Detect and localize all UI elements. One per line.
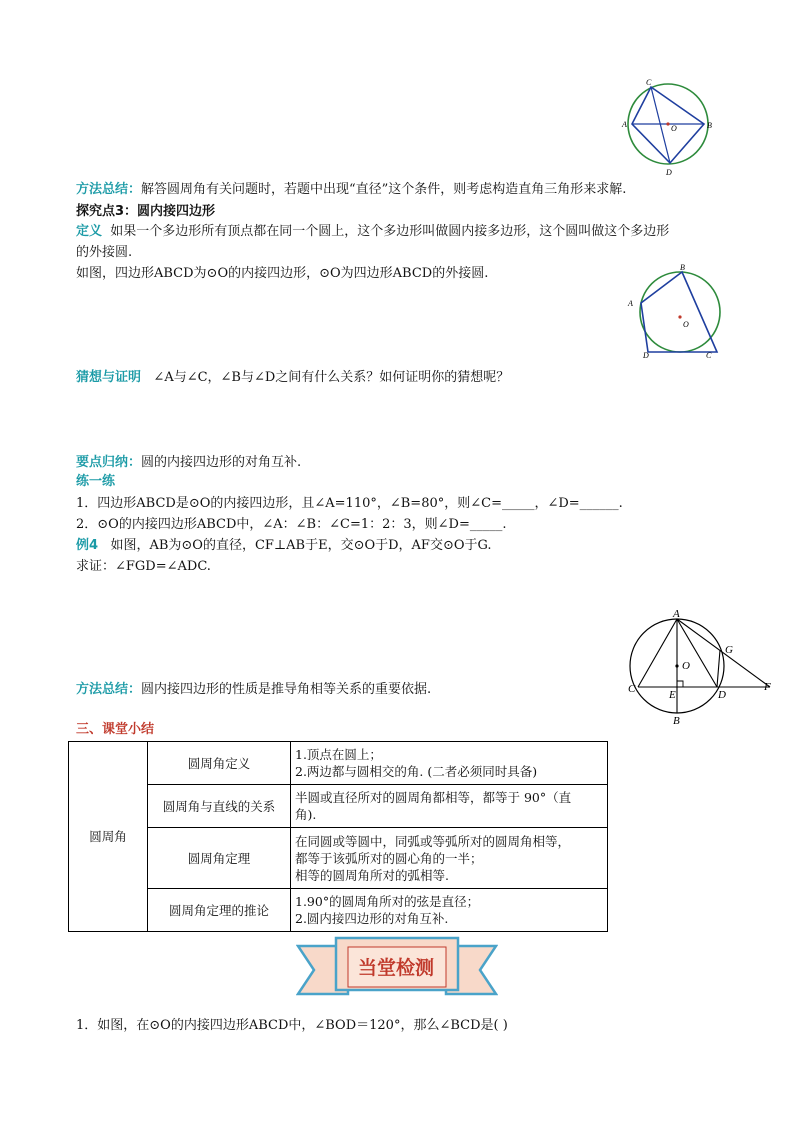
explore-point-3-heading: 探究点3：圆内接四边形 [76,204,216,219]
figure-description: 如图，四边形ABCD为⊙O的内接四边形，⊙O为四边形ABCD的外接圆. [76,266,489,281]
example-4: 例4 如图，AB为⊙O的直径，CF⊥AB于E，交⊙O于D，AF交⊙O于G. [76,538,492,553]
fig3-label-f: F [764,681,771,693]
summary-topic: 圆周角与直线的关系 [148,785,291,828]
fig1-label-d: D [666,168,672,177]
summary-topic: 圆周角定理 [148,828,291,889]
fig3-label-g: G [725,644,733,656]
figure-2-inscribed-quadrilateral [624,262,724,362]
summary-content: 在同圆或等圆中，同弧或等弧所对的圆周角相等， 都等于该弧所对的圆心角的一半； 相等的圆周角所对的弧相等. [291,828,608,889]
summary-main-cell: 圆周角 [69,742,148,932]
definition-line-2: 的外接圆. [76,245,133,260]
fig3-label-b: B [673,715,680,726]
example-4-prove: 求证：∠FGD=∠ADC. [76,559,211,574]
fig3-label-d: D [718,689,726,701]
figure-3-diameter-chord [624,606,784,726]
summary-content: 1.90°的圆周角所对的弦是直径； 2.圆内接四边形的对角互补. [291,889,608,932]
table-row [69,828,608,889]
test-banner-title: 当堂检测 [357,957,434,979]
fig2-label-a: A [628,299,633,308]
test-question-1: 1．如图，在⊙O的内接四边形ABCD中，∠BOD＝120°，那么∠BCD是( ) [76,1018,508,1033]
table-row [69,889,608,932]
fig1-label-b: B [707,121,712,130]
summary-content: 半圆或直径所对的圆周角都相等，都等于 90°（直 角). [291,785,608,828]
fig2-label-o: O [683,320,689,329]
fig3-label-a: A [673,608,680,620]
summary-content: 1.顶点在圆上； 2.两边都与圆相交的角. (二者必须同时具备) [291,742,608,785]
fig3-label-e: E [669,689,676,701]
guess-and-proof: 猜想与证明 ∠A与∠C，∠B与∠D之间有什么关系？如何证明你的猜想呢？ [76,370,510,385]
definition-line-1: 定义 如果一个多边形所有顶点都在同一个圆上，这个多边形叫做圆内接多边形，这个圆叫做这个多边形 [76,224,670,239]
fig2-label-d: D [643,351,649,360]
table-row [69,785,608,828]
practice-question-1: 1．四边形ABCD是⊙O的内接四边形，且∠A=110°，∠B=80°，则∠C=_____，∠D=______. [76,496,623,511]
fig2-label-c: C [706,351,712,360]
fig1-label-a: A [622,120,627,129]
fig1-label-o: O [671,124,677,133]
practice-heading: 练一练 [76,474,116,489]
figure-1-circle-diameter [618,78,718,178]
method-summary-2: 方法总结：圆内接四边形的性质是推导角相等关系的重要依据. [76,682,432,697]
fig1-label-c: C [646,78,652,87]
summary-table [68,741,608,932]
practice-question-2: 2．⊙O的内接四边形ABCD中，∠A：∠B：∠C=1：2：3，则∠D=_____. [76,517,507,532]
summary-topic: 圆周角定理的推论 [148,889,291,932]
method-summary-1: 方法总结：解答圆周角有关问题时，若题中出现“直径”这个条件，则考虑构造直角三角形来求解. [76,182,627,197]
fig3-label-c: C [628,683,636,695]
table-row [69,742,608,785]
section-3-heading: 三、课堂小结 [76,722,155,737]
fig2-label-b: B [680,263,685,272]
key-point-summary: 要点归纳：圆的内接四边形的对角互补. [76,455,302,470]
fig3-label-o: O [682,660,690,672]
summary-topic: 圆周角定义 [148,742,291,785]
